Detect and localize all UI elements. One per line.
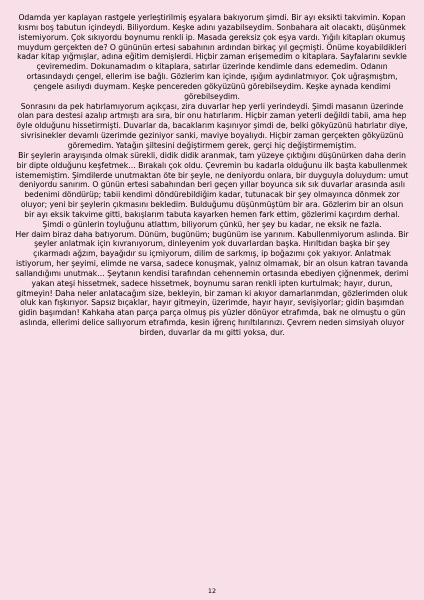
body-text [15, 13, 409, 338]
paragraph: Sonrasını da pek hatırlamıyorum açıkçası, zira duvarlar hep yerli yerindeydi. Şimdi masanın üzerinde olan para destesi azalıp artmıştı ara sıra, bir onu hatırlarım. Hiçbir zaman yeterli değildi tabii, ama hep öyle olduğunu hissetirmişti. Duvarlar da, bacaklarım kaşınıyor şimdi de, belki gökyüzünü hatırlatır diye, sivrisinekler devamlı üzerimde geziniyor sanki, maviye boyalıydı. Hiçbir zaman gerçekten gökyüzünü göremedim. Yatağın şiltesini değiştirmem gerek, gerçi hiç değiştirmemiştim. [16, 101, 408, 150]
page-number: 12 [207, 587, 217, 595]
paragraph: Her daim biraz daha batıyorum. Dünüm, bugünüm; bugünüm ise yarınım. Kabullenmiyorum aslında. Bir şeyler anlatmak için kıvranıyorum, dinleyenim yok duvarlardan başka. Hırıltıdan başka bir şey çıkarmadı ağzım, bayağıdır su içmiyorum, dilim de sarkmış, ip boğazımı çok yakıyor. Anlatmak istiyorum, her şeyimi, elimde ne varsa, sadece konuşmak, yalnız olmamak, bir an olsun katran tavanda sallandığımı unutmak… Şeytanın kendisi tarafından cehennemin ortasında ebediyen çiğnenmek, derimi yakan ateşi hissetmek, sadece hissetmek, boynumu saran renkli ipten kurtulmak; hayır, durun, gitmeyin! Daha neler anlatacağım size, bekleyin, bir zaman ki akıyor damarlarımdan, gözlerimden oluk oluk kan fışkırıyor. Sapsız bıçaklar, hayır gitmeyin, üzerimde, hayır hayır, sevişiyorlar; gidin başımdan gidin başımdan! Kahkaha atan parça parça olmuş pis yüzler dönüyor etrafımda, bak ne olmuştu o gün aslında, ellerimi delice sallıyorum etrafımda, kesin iğrenç hırıltılarınızı. Çevrem neden simsiyah oluyor birden, duvarlar da mı gitti yoksa, dur. [15, 229, 409, 337]
paragraph: Odamda yer kaplayan rastgele yerleştirilmiş eşyalara bakıyorum şimdi. Bir ayı eksikti takvimin. Kopan kısmı boş tabutun içindeydi. Biliyordum. Keşke adını yazabilseydim. Sonbahara ait olacaktı, düşünmek istemiyorum. Çok sıkıyordu boynumu renkli ip. Masada gereksiz çok eşya vardı. Yığılı kitapları okumuş muydum gerçekten de? O gününün ertesi sabahının ardından birkaç yıl geçmişti. Önüme koyabildikleri kadar kitap yığmışlar, adına eğitim demişlerdi. Hiçbir zaman erişemedim o kitaplara. Sayfalarını sevkle çeviremedim. Dokunamadım o kitaplara, satırlar üzerinde kendimle dans edemedim. Odanın ortasındaydı çengel, ellerim ise bağlı. Gözlerim kan içinde, ışığım aydınlatmıyor. Çok uğraşmıştım, çengele asılıydı duymam. Keşke pencereden gökyüzünü görebilseydim. Keşke aynada kendimi görebilseydim. [17, 13, 407, 101]
paragraph: Bir şeylerin arayışında olmak sürekli, didik didik aranmak, tam yüzeye çıktığını düşünürken daha derin bir dipte olduğunu keşfetmek… Bırakalı çok oldu. Çevremin bu kadarla olduğunu ilk başta kabullenmek istememiştim. Şimdilerde unutmaktan öte bir şeyle, ne deniyordu onlara, bir duyguyla doluydum: umut deniyordu sanırım. O günün ertesi sabahından beri geçen yıllar boyunca sık sık duvarlar arasında asılı bedenimi döndürüp; tabii kendimi döndürebildiğim kadar, tutunacak bir şey olmayınca dönmek zor oluyor; yeni bir şeylerin çıkmasını bekledim. Bulduğumu düşünmüştüm bir ara. Gözlerim bir an olsun bir ayı eksik takvime gitti, bakışlarım tabuta kayarken hemen fark ettim, gözlerimi kaçırdım derhal. Şimdi o günlerin toyluğunu atlattım, biliyorum çünkü, her şey bu kadar, ne eksik ne fazla. [15, 150, 409, 229]
